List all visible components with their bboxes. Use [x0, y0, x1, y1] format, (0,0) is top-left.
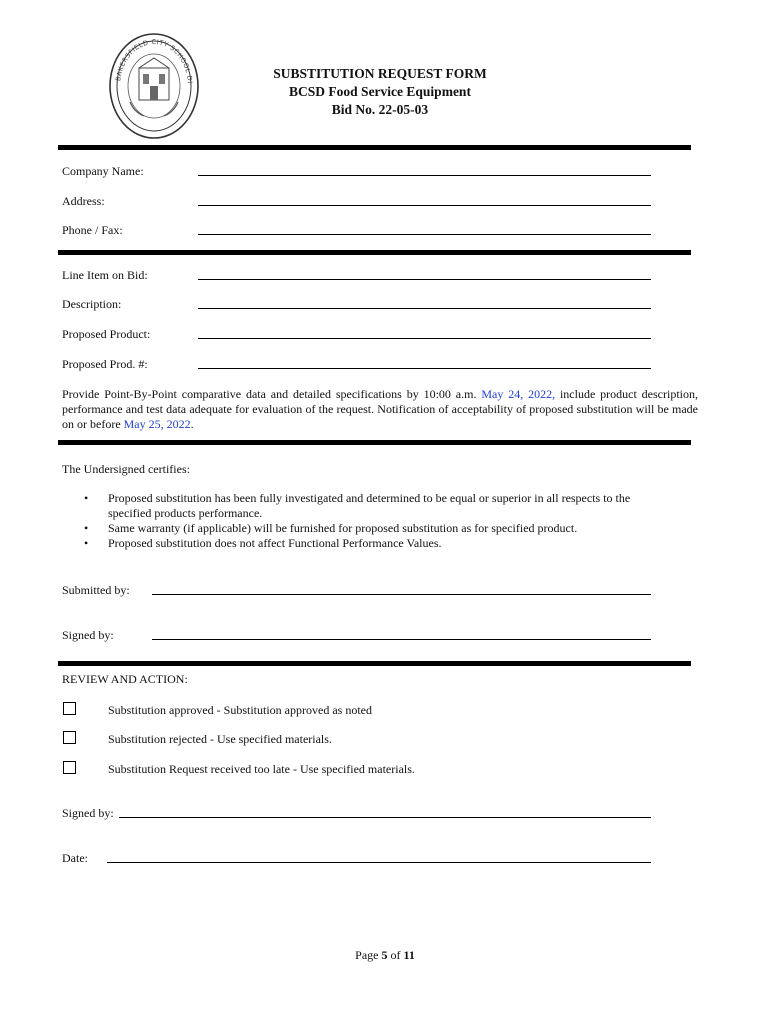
form-subtitle: BCSD Food Service Equipment [289, 84, 471, 99]
too-late-checkbox[interactable] [63, 761, 76, 774]
too-late-option-label: Substitution Request received too late - Use specified materials. [108, 762, 415, 776]
address-field[interactable] [198, 205, 651, 206]
proposed-prod-no-field[interactable] [198, 368, 651, 369]
description-label: Description: [62, 297, 122, 311]
description-field[interactable] [198, 308, 651, 309]
phone-fax-field[interactable] [198, 234, 651, 235]
date-field[interactable] [107, 862, 651, 863]
notification-date: May 25, 2022 [123, 417, 191, 431]
section-divider [58, 440, 691, 445]
review-heading: REVIEW AND ACTION: [62, 672, 188, 686]
proposed-product-label: Proposed Product: [62, 327, 151, 341]
signed-by-field[interactable] [152, 639, 651, 640]
form-title: SUBSTITUTION REQUEST FORM [273, 66, 487, 81]
section-divider [58, 661, 691, 666]
review-signed-by-field[interactable] [119, 817, 651, 818]
approved-option-label: Substitution approved - Substitution approved as noted [108, 703, 372, 717]
company-name-field[interactable] [198, 175, 651, 176]
section-divider [58, 145, 691, 150]
signed-by-label: Signed by: [62, 628, 114, 642]
deadline-date: May 24, 2022, [481, 387, 556, 401]
line-item-label: Line Item on Bid: [62, 268, 148, 282]
list-item: • Same warranty (if applicable) will be furnished for proposed substitution as for specified product. [84, 521, 578, 535]
phone-fax-label: Phone / Fax: [62, 223, 123, 237]
approved-checkbox[interactable] [63, 702, 76, 715]
svg-text:BAKERSFIELD CITY SCHOOL DISTRI: BAKERSFIELD CITY SCHOOL DI [114, 37, 194, 84]
address-label: Address: [62, 194, 105, 208]
list-item: • Proposed substitution has been fully investigated and determined to be equal or superior in all respects to the specified products performance. [84, 491, 631, 520]
instructions-paragraph: Provide Point-By-Point comparative data and detailed specifications by 10:00 a.m. May 24, 2022, include product description, performance and test data adequate for evaluation of the request. Notification of acceptability of proposed substitution will be made on or before May 25, 2022. [62, 387, 698, 431]
rejected-option-label: Substitution rejected - Use specified materials. [108, 732, 332, 746]
date-label: Date: [62, 851, 88, 865]
line-item-field[interactable] [198, 279, 651, 280]
review-signed-by-label: Signed by: [62, 806, 114, 820]
section-divider [58, 250, 691, 255]
bid-number: Bid No. 22-05-03 [331, 102, 429, 117]
rejected-checkbox[interactable] [63, 731, 76, 744]
submitted-by-label: Submitted by: [62, 583, 130, 597]
list-item: • Proposed substitution does not affect Functional Performance Values. [84, 536, 442, 550]
certification-intro: The Undersigned certifies: [62, 462, 190, 476]
district-seal-logo [108, 32, 200, 140]
proposed-product-field[interactable] [198, 338, 651, 339]
submitted-by-field[interactable] [152, 594, 651, 595]
page-number: Page 5 of 11 [355, 948, 415, 962]
certification-list [62, 491, 662, 551]
company-name-label: Company Name: [62, 164, 144, 178]
proposed-prod-no-label: Proposed Prod. #: [62, 357, 148, 371]
